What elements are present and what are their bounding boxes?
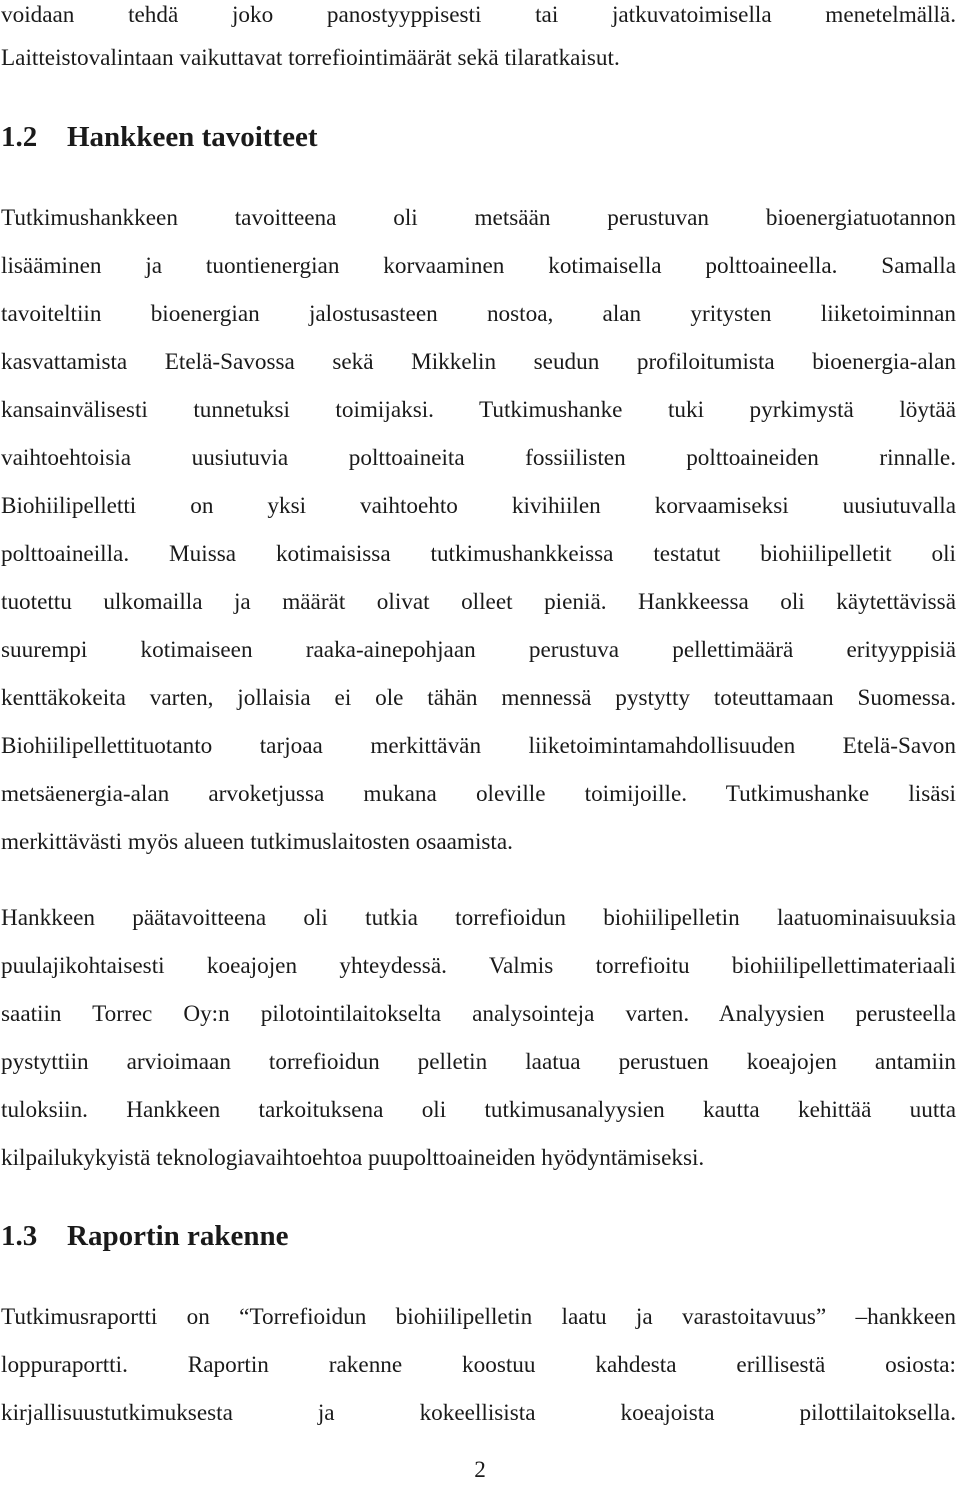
paragraph-line: Biohiilipellettituotanto tarjoaa merkittävän liiketoimintamahdollisuuden Etelä-Savon	[1, 733, 956, 759]
paragraph-line: kenttäkokeita varten, jollaisia ei ole tähän mennessä pystytty toteuttamaan Suomessa.	[1, 685, 956, 711]
section-title: Raportin rakenne	[67, 1220, 289, 1252]
paragraph-line: kirjallisuustutkimuksesta ja kokeellisista koeajoista pilottilaitoksella.	[1, 1400, 956, 1426]
paragraph-line: vaihtoehtoisia uusiutuvia polttoaineita fossiilisten polttoaineiden rinnalle.	[1, 445, 956, 471]
section-number: 1.2	[1, 121, 38, 153]
paragraph-line: saatiin Torrec Oy:n pilotointilaitokselta analysointeja varten. Analyysien perusteella	[1, 1001, 956, 1027]
paragraph-line: polttoaineilla. Muissa kotimaisissa tutkimushankkeissa testatut biohiilipelletit oli	[1, 541, 956, 567]
paragraph-line: Biohiilipelletti on yksi vaihtoehto kivihiilen korvaamiseksi uusiutuvalla	[1, 493, 956, 519]
paragraph-line: kansainvälisesti tunnetuksi toimijaksi. Tutkimushanke tuki pyrkimystä löytää	[1, 397, 956, 423]
section-number: 1.3	[1, 1220, 38, 1252]
paragraph-line: kilpailukykyistä teknologiavaihtoehtoa puupolttoaineiden hyödyntämiseksi.	[1, 1145, 705, 1171]
intro-line-1: voidaan tehdä joko panostyyppisesti tai jatkuvatoimisella menetelmällä.	[1, 2, 956, 28]
paragraph-line: metsäenergia-alan arvoketjussa mukana oleville toimijoille. Tutkimushanke lisäsi	[1, 781, 956, 807]
paragraph-line: loppuraportti. Raportin rakenne koostuu kahdesta erillisestä osiosta:	[1, 1352, 956, 1378]
paragraph-line: puulajikohtaisesti koeajojen yhteydessä. Valmis torrefioitu biohiilipellettimateriaali	[1, 953, 956, 979]
section-heading-1-3	[1, 1218, 289, 1254]
paragraph-line: Tutkimusraportti on “Torrefioidun biohiilipelletin laatu ja varastoitavuus” –hankkeen	[1, 1304, 956, 1330]
section-heading-1-2	[1, 119, 318, 155]
paragraph-line: tuloksiin. Hankkeen tarkoituksena oli tutkimusanalyysien kautta kehittää uutta	[1, 1097, 956, 1123]
section-title: Hankkeen tavoitteet	[67, 121, 318, 153]
paragraph-line: lisääminen ja tuontienergian korvaaminen kotimaisella polttoaineella. Samalla	[1, 253, 956, 279]
page-number: 2	[474, 1457, 486, 1483]
paragraph-line: tavoiteltiin bioenergian jalostusasteen nostoa, alan yritysten liiketoiminnan	[1, 301, 956, 327]
paragraph-line: Hankkeen päätavoitteena oli tutkia torrefioidun biohiilipelletin laatuominaisuuksia	[1, 905, 956, 931]
paragraph-line: Tutkimushankkeen tavoitteena oli metsään perustuvan bioenergiatuotannon	[1, 205, 956, 231]
paragraph-line: kasvattamista Etelä-Savossa sekä Mikkelin seudun profiloitumista bioenergia-alan	[1, 349, 956, 375]
paragraph-line: pystyttiin arvioimaan torrefioidun pelletin laatua perustuen koeajojen antamiin	[1, 1049, 956, 1075]
paragraph-line: suurempi kotimaiseen raaka-ainepohjaan perustuva pellettimäärä erityyppisiä	[1, 637, 956, 663]
intro-line-2: Laitteistovalintaan vaikuttavat torrefiointimäärät sekä tilaratkaisut.	[1, 45, 620, 71]
paragraph-line: tuotettu ulkomailla ja määrät olivat olleet pieniä. Hankkeessa oli käytettävissä	[1, 589, 956, 615]
paragraph-line: merkittävästi myös alueen tutkimuslaitosten osaamista.	[1, 829, 513, 855]
